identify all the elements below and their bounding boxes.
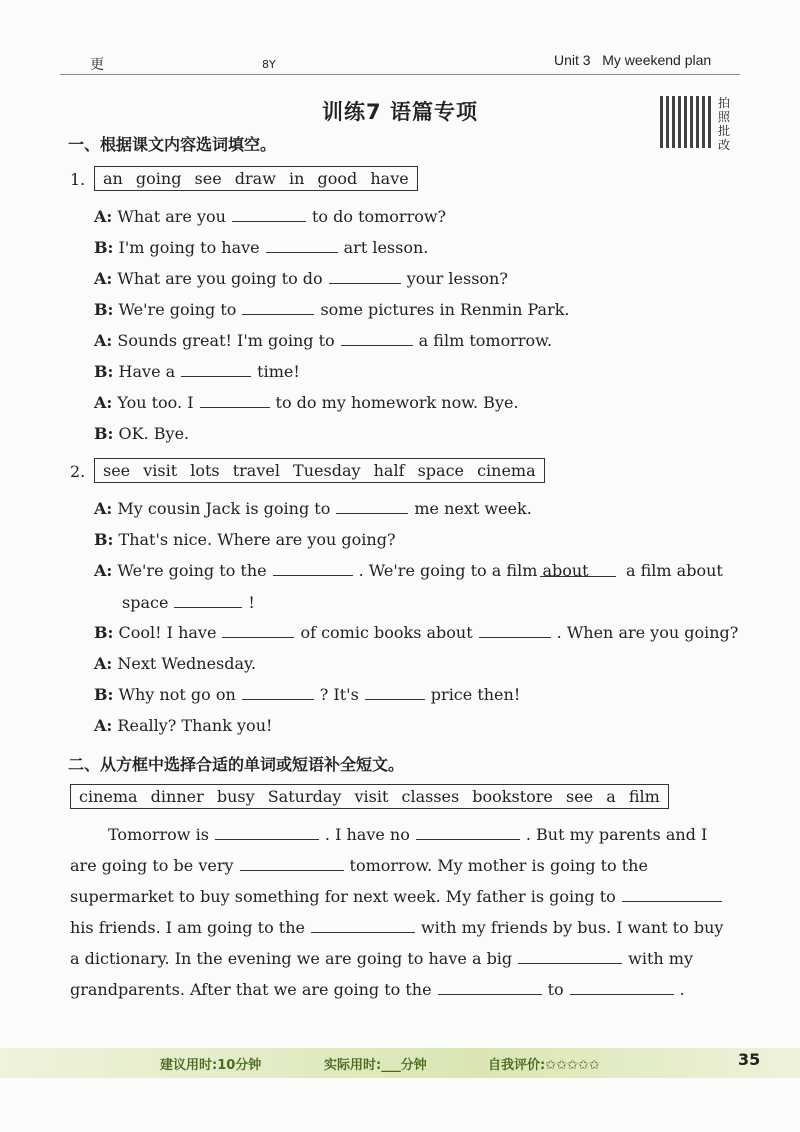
blank[interactable] xyxy=(329,269,401,284)
q2-line-3-tail: a film about xyxy=(626,561,723,580)
header-divider xyxy=(60,74,740,75)
footer-self-eval: 自我评价:✩✩✩✩✩ xyxy=(488,1058,600,1073)
blank[interactable] xyxy=(416,825,520,840)
blank[interactable] xyxy=(200,393,270,408)
q2-line-2: B: That's nice. Where are you going? xyxy=(94,530,396,549)
blank[interactable] xyxy=(222,623,294,638)
page-number: 35 xyxy=(738,1050,761,1069)
blank[interactable] xyxy=(365,685,425,700)
q2-line-1: A: My cousin Jack is going to me next week. xyxy=(94,499,532,518)
q2-line-3: A: We're going to the . We're going to a film about xyxy=(94,561,589,580)
blank[interactable] xyxy=(242,685,314,700)
qr-label: 拍 照 批 改 xyxy=(718,96,731,152)
blank[interactable] xyxy=(215,825,319,840)
q1-line-1: A: What are you to do tomorrow? xyxy=(94,207,447,226)
blank[interactable] xyxy=(341,331,413,346)
q1-line-4: B: We're going to some pictures in Renmin Park. xyxy=(94,300,570,319)
q2-line-3b: space ! xyxy=(122,593,255,612)
blank[interactable] xyxy=(570,980,674,995)
q1-line-3: A: What are you going to do your lesson? xyxy=(94,269,508,288)
q1-line-7: A: You too. I to do my homework now. Bye. xyxy=(94,393,519,412)
passage-line-5: a dictionary. In the evening we are going to have a big with my xyxy=(70,949,694,968)
q2-line-5: A: Next Wednesday. xyxy=(94,654,257,673)
q1-number: 1. xyxy=(70,170,86,189)
unit-title: Unit 3 My weekend plan xyxy=(554,52,712,68)
blank[interactable] xyxy=(336,499,408,514)
passage-line-1: Tomorrow is . I have no . But my parents and I xyxy=(108,825,708,844)
blank[interactable] xyxy=(273,561,353,576)
blank[interactable] xyxy=(266,238,338,253)
blank[interactable] xyxy=(622,887,722,902)
passage-line-6: grandparents. After that we are going to the to . xyxy=(70,980,685,999)
passage-line-2: are going to be very tomorrow. My mother is going to the xyxy=(70,856,648,875)
footer-actual-time: 实际用时:___分钟 xyxy=(324,1058,427,1073)
section1-heading: 一、根据课文内容选词填空。 xyxy=(68,135,277,154)
q2-line-4: B: Cool! I have of comic books about . When are you going? xyxy=(94,623,739,642)
q1-word-box: an going see draw in good have xyxy=(94,166,418,191)
blank[interactable] xyxy=(181,362,251,377)
q1-line-5: A: Sounds great! I'm going to a film tomorrow. xyxy=(94,331,553,350)
page-title: 训练7 语篇专项 xyxy=(322,100,478,124)
footer-suggested-time: 建议用时:10分钟 xyxy=(160,1058,262,1073)
q2-line-7: A: Really? Thank you! xyxy=(94,716,273,735)
header-code: 8Y xyxy=(262,58,276,71)
passage-line-4: his friends. I am going to the with my friends by bus. I want to buy xyxy=(70,918,724,937)
qr-code-icon[interactable] xyxy=(660,96,712,148)
header-char: 更 xyxy=(90,57,104,73)
blank[interactable] xyxy=(240,856,344,871)
blank[interactable] xyxy=(438,980,542,995)
blank[interactable] xyxy=(242,300,314,315)
blank[interactable] xyxy=(518,949,622,964)
q1-line-6: B: Have a time! xyxy=(94,362,300,381)
blank[interactable] xyxy=(540,561,616,577)
q1-line-2: B: I'm going to have art lesson. xyxy=(94,238,429,257)
blank[interactable] xyxy=(479,623,551,638)
blank[interactable] xyxy=(174,593,242,608)
section2-heading: 二、从方框中选择合适的单词或短语补全短文。 xyxy=(68,755,405,774)
q2-number: 2. xyxy=(70,462,86,481)
q1-line-8: B: OK. Bye. xyxy=(94,424,190,443)
blank[interactable] xyxy=(232,207,306,222)
q2-word-box: see visit lots travel Tuesday half space cinema xyxy=(94,458,545,483)
q2-line-6: B: Why not go on ? It's price then! xyxy=(94,685,521,704)
passage-line-3: supermarket to buy something for next week. My father is going to xyxy=(70,887,728,906)
section2-word-box: cinema dinner busy Saturday visit classes bookstore see a film xyxy=(70,784,669,809)
blank[interactable] xyxy=(311,918,415,933)
